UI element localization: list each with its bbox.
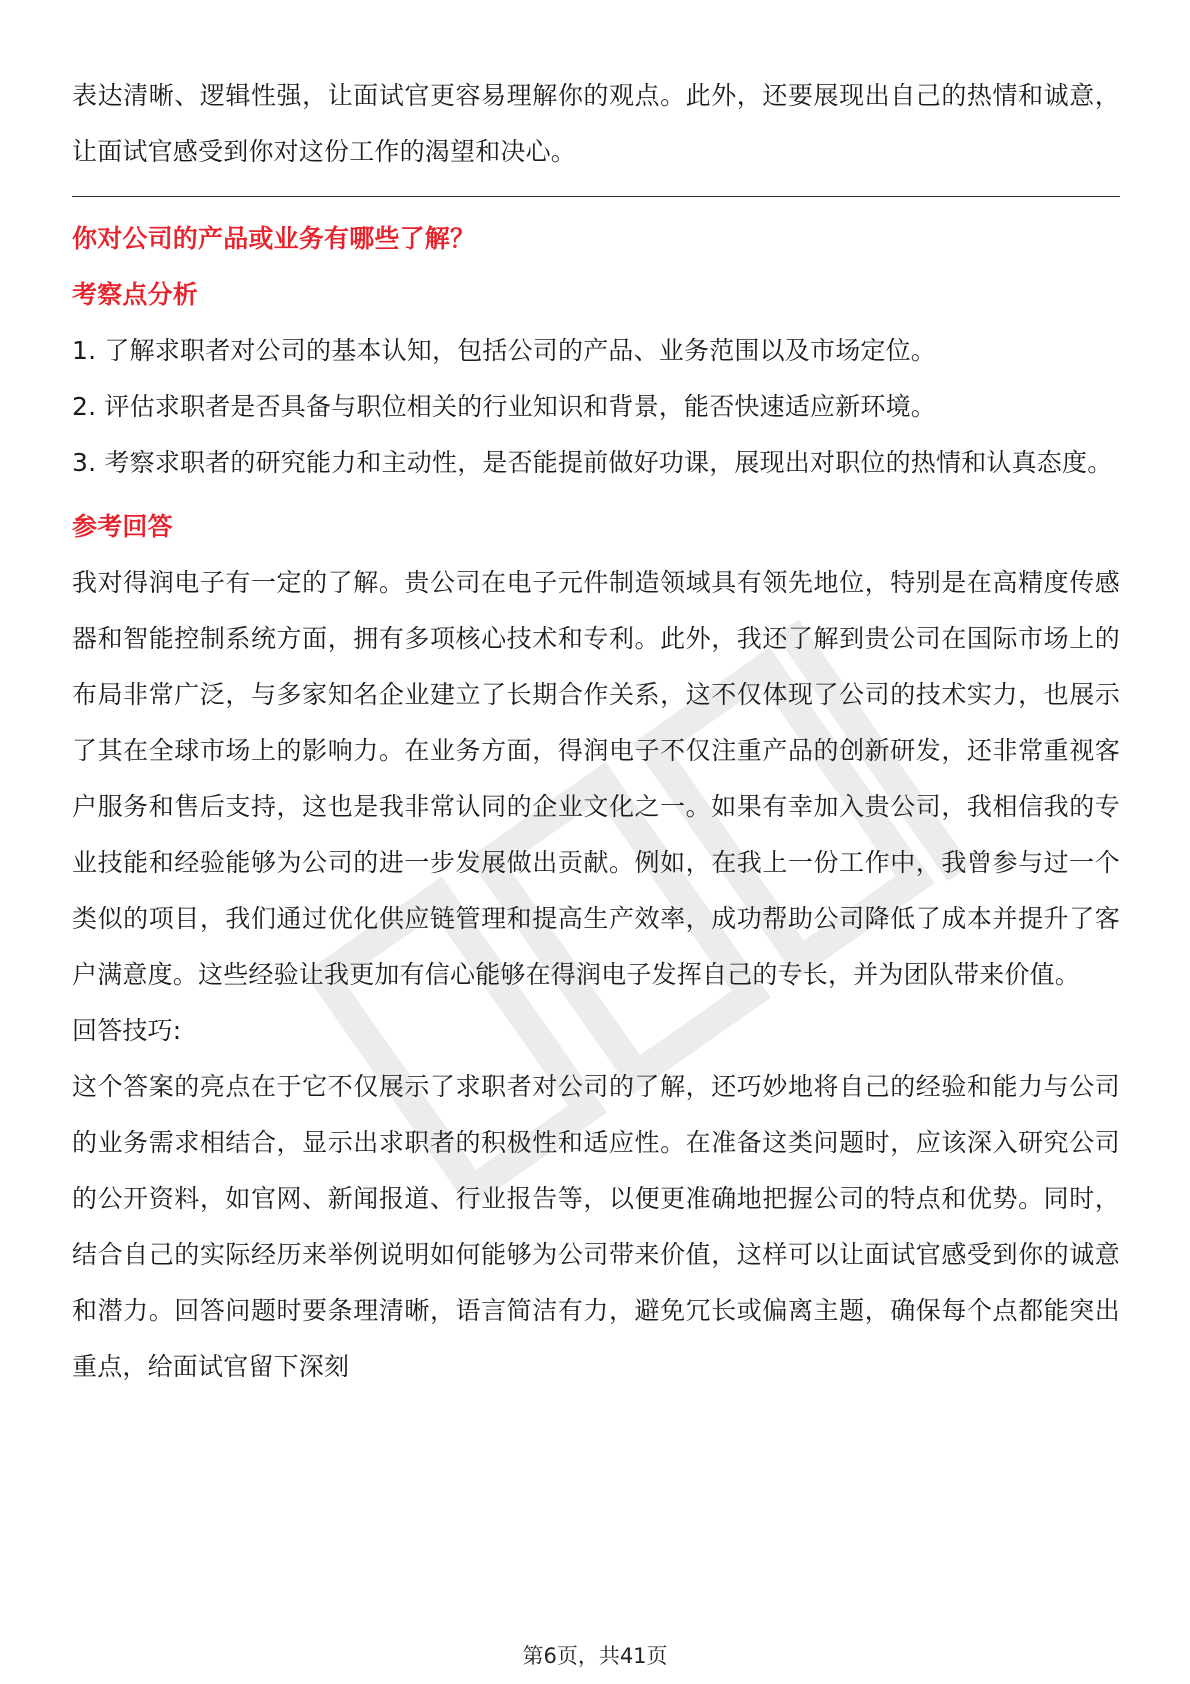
section-divider (72, 196, 1120, 197)
answer-heading: 参考回答 (72, 512, 173, 541)
content-area (72, 68, 1120, 1395)
answer-text: 我对得润电子有一定的了解。贵公司在电子元件制造领域具有领先地位，特别是在高精度传感器和智能控制系统方面，拥有多项核心技术和专利。此外，我还了解到贵公司在国际市场上的布局非常广泛，与多家知名企业建立了长期合作关系，这不仅体现了公司的技术实力，也展示了其在全球市场上的影响力。在业务方面，得润电子不仅注重产品的创新研发，还非常重视客户服务和售后支持，这也是我非常认同的企业文化之一。如果有幸加入贵公司，我相信我的专业技能和经验能够为公司的进一步发展做出贡献。例如，在我上一份工作中，我曾参与过一个类似的项目，我们通过优化供应链管理和提高生产效率，成功帮助公司降低了成本并提升了客户满意度。这些经验让我更加有信心能够在得润电子发挥自己的专长，并为团队带来价值。 (72, 568, 1120, 989)
analysis-point: 2. 评估求职者是否具备与职位相关的行业知识和背景，能否快速适应新环境。 (72, 392, 937, 421)
page-number: 第6页，共41页 (522, 1644, 668, 1668)
question-title: 你对公司的产品或业务有哪些了解？ (72, 224, 476, 253)
tips-text: 这个答案的亮点在于它不仅展示了求职者对公司的了解，还巧妙地将自己的经验和能力与公司的业务需求相结合，显示出求职者的积极性和适应性。在准备这类问题时，应该深入研究公司的公开资料，如官网、新闻报道、行业报告等，以便更准确地把握公司的特点和优势。同时，结合自己的实际经历来举例说明如何能够为公司带来价值，这样可以让面试官感受到你的诚意和潜力。回答问题时要条理清晰，语言简洁有力，避免冗长或偏离主题，确保每个点都能突出重点，给面试官留下深刻 (72, 1072, 1120, 1381)
tips-heading: 回答技巧: (72, 1016, 182, 1045)
intro-paragraph: 表达清晰、逻辑性强，让面试官更容易理解你的观点。此外，还要展现出自己的热情和诚意，让面试官感受到你对这份工作的渴望和决心。 (72, 81, 1120, 166)
analysis-heading: 考察点分析 (72, 280, 199, 309)
analysis-point: 1. 了解求职者对公司的基本认知，包括公司的产品、业务范围以及市场定位。 (72, 336, 937, 365)
analysis-point: 3. 考察求职者的研究能力和主动性，是否能提前做好功课，展现出对职位的热情和认真态度。 (72, 448, 1113, 477)
